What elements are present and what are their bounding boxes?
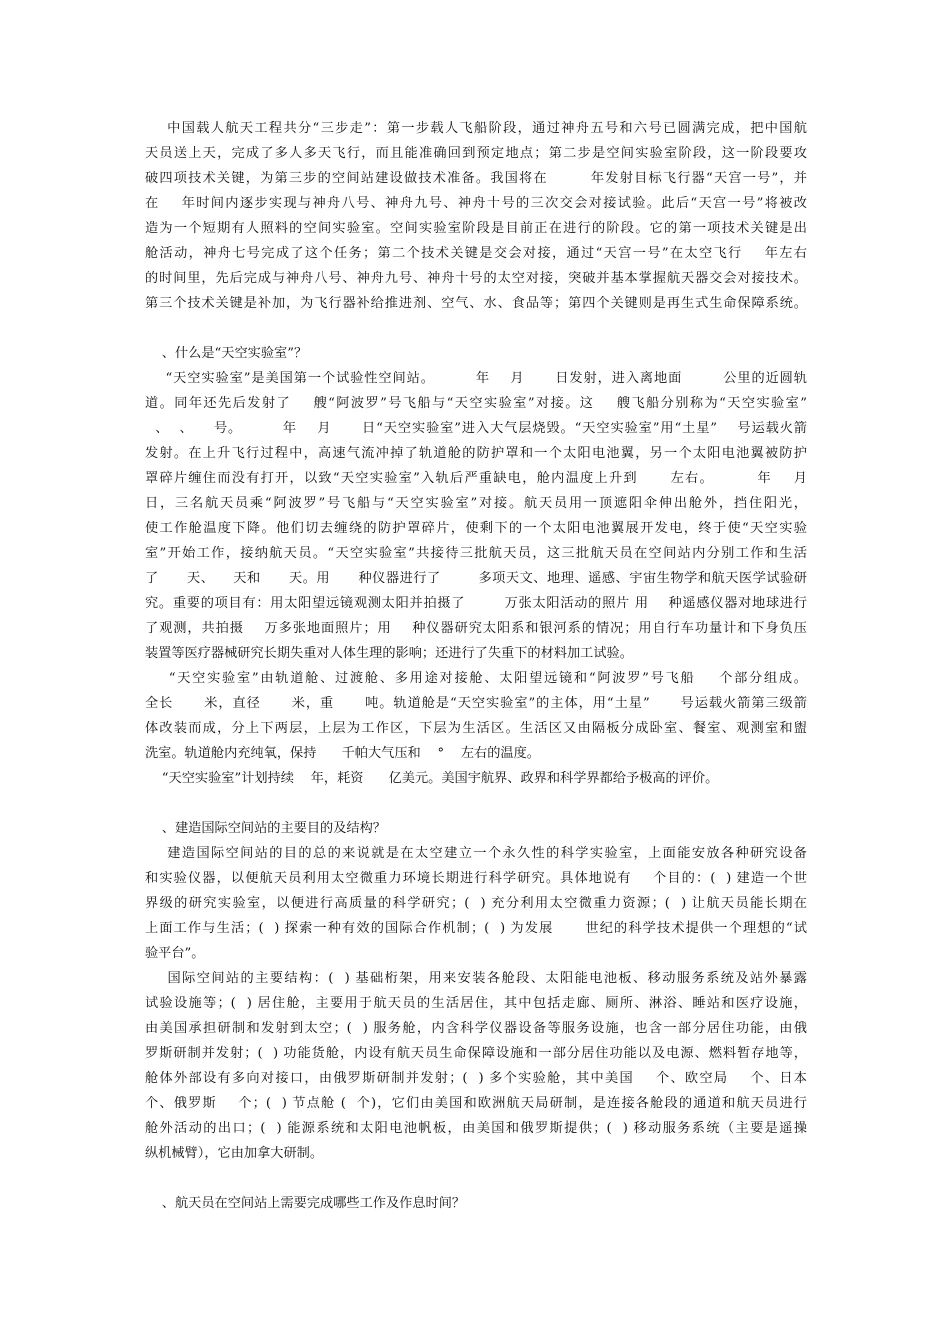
- section-heading-iss-purpose: 、建造国际空间站的主要目的及结构？: [145, 821, 386, 836]
- text-line: 纵机械臂），它由加拿大研制。: [145, 1146, 324, 1161]
- text-line: 国际空间站的主要结构：( ) 基础桁架，用来安装各舱段、太阳能电池板、移动服务系统及站外暴露: [145, 971, 807, 986]
- text-line: 和实验仪器，以便航天员利用太空微重力环境长期进行科学研究。具体地说有 个目的：( ) 建造一个世: [145, 871, 807, 886]
- text-line: 上面工作与生活；( ) 探索一种有效的国际合作机制；( ) 为发展 世纪的科学技术提供一个理想的“试: [145, 921, 807, 936]
- text-line: 建造国际空间站的目的总的来说就是在太空建立一个永久性的科学实验室，上面能安放各种研究设备: [145, 846, 807, 861]
- text-line: 试验设施等；( ) 居住舱，主要用于航天员的生活居住，其中包括走廊、厕所、淋浴、睡站和医疗设施，: [145, 996, 807, 1011]
- text-line: 室”开始工作，接纳航天员。“天空实验室”共接待三批航天员，这三批航天员在空间站内分别工作和生活: [145, 546, 807, 561]
- text-line: 舱活动，神舟七号完成了这个任务；第二个技术关键是交会对接，通过“天宫一号”在太空飞行 年左右: [145, 246, 807, 261]
- text-line: 由美国承担研制和发射到太空；( ) 服务舱，内含科学仪器设备等服务设施，也含一部分居住功能，由俄: [145, 1021, 807, 1036]
- text-line: “天空实验室”由轨道舱、过渡舱、多用途对接舱、太阳望远镜和“阿波罗”号飞船 个部分组成。: [145, 671, 807, 686]
- section-heading-astronaut-work: 、航天员在空间站上需要完成哪些工作及作息时间？: [145, 1196, 466, 1211]
- text-line: 舱外活动的出口；( ) 能源系统和太阳电池帆板，由美国和俄罗斯提供；( ) 移动服务系统（主要是遥操: [145, 1121, 807, 1136]
- text-line: 洗室。轨道舱内充纯氧，保持 千帕大气压和 ° 左右的温度。: [145, 746, 540, 761]
- text-line: “天空实验室”是美国第一个试验性空间站。 年 月 日发射，进入离地面 公里的近圆轨: [145, 371, 807, 386]
- text-line: 使工作舱温度下降。他们切去缠绕的防护罩碎片，使剩下的一个太阳电池翼展开发电，终于使“天空实验: [145, 521, 807, 536]
- text-line: 体改装而成，分上下两层，上层为工作区，下层为生活区。生活区又由隔板分成卧室、餐室、观测室和盥: [145, 721, 807, 736]
- text-line: 中国载人航天工程共分“三步走”：第一步载人飞船阶段，通过神舟五号和六号已圆满完成，把中国航: [145, 121, 807, 136]
- section-heading-skylab: 、什么是“天空实验室”？: [145, 346, 308, 361]
- text-line: 究。重要的项目有：用太阳望远镜观测太阳并拍摄了 万张太阳活动的照片 用 种遥感仪器对地球进行: [145, 596, 807, 611]
- text-line: 天员送上天，完成了多人多天飞行，而且能准确回到预定地点；第二步是空间实验室阶段，这一阶段要攻: [145, 146, 807, 161]
- text-line: 在 年时间内逐步实现与神舟八号、神舟九号、神舟十号的三次交会对接试验。此后“天宫一号”将被改: [145, 196, 807, 211]
- text-line: 破四项技术关键，为第三步的空间站建设做技术准备。我国将在 年发射目标飞行器“天宫一号”，并: [145, 171, 807, 186]
- text-line: 罗斯研制并发射；( ) 功能货舱，内设有航天员生命保障设施和一部分居住功能以及电源、燃料暂存地等，: [145, 1046, 807, 1061]
- text-line: 罩碎片缠住而没有打开，以致“天空实验室”入轨后严重缺电，舱内温度上升到 左右。 年 月: [145, 471, 807, 486]
- text-line: 全长 米，直径 米，重 吨。轨道舱是“天空实验室”的主体，用“土星” 号运载火箭第三级箭: [145, 696, 807, 711]
- text-line: 第三个技术关键是补加，为飞行器补给推进剂、空气、水、食品等；第四个关键则是再生式生命保障系统。: [145, 296, 807, 311]
- text-line: 发射。在上升飞行过程中，高速气流冲掉了轨道舱的防护罩和一个太阳电池翼，另一个太阳电池翼被防护: [145, 446, 807, 461]
- text-line: “天空实验室”计划持续 年，耗资 亿美元。美国宇航界、政界和科学界都给予极高的评价。: [145, 771, 719, 786]
- text-line: 道。同年还先后发射了 艘“阿波罗”号飞船与“天空实验室”对接。这 艘飞船分别称为“天空实验室”: [145, 396, 807, 411]
- text-line: 的时间里，先后完成与神舟八号、神舟九号、神舟十号的太空对接，突破并基本掌握航天器交会对接技术。: [145, 271, 807, 286]
- text-line: 了观测，共拍摄 万多张地面照片；用 种仪器研究太阳系和银河系的情况；用自行车功量计和下身负压: [145, 621, 807, 636]
- text-line: 装置等医疗器械研究长期失重对人体生理的影响；还进行了失重下的材料加工试验。: [145, 646, 633, 661]
- text-line: 舱体外部设有多向对接口，由俄罗斯研制并发射；( ) 多个实验舱，其中美国 个、欧空局 个、日本: [145, 1071, 807, 1086]
- text-line: 日，三名航天员乘“阿波罗”号飞船与“天空实验室”对接。航天员用一顶遮阳伞伸出舱外，挡住阳光，: [145, 496, 807, 511]
- text-line: 界级的研究实验室，以便进行高质量的科学研究；( ) 充分利用太空微重力资源；( ) 让航天员能长期在: [145, 896, 807, 911]
- text-line: 个、俄罗斯 个；( ) 节点舱 ( 个)，它们由美国和欧洲航天局研制，是连接各舱段的通道和航天员进行: [145, 1096, 807, 1111]
- text-line: 了 天、 天和 天。用 种仪器进行了 多项天文、地理、遥感、宇宙生物学和航天医学试验研: [145, 571, 807, 586]
- text-line: 验平台”。: [145, 946, 205, 961]
- text-line: 造为一个短期有人照料的空间实验室。空间实验室阶段是目前正在进行的阶段。它的第一项技术关键是出: [145, 221, 807, 236]
- text-line: 、 、 号。 年 月 日“天空实验室”进入大气层烧毁。“天空实验室”用“土星” 号运载火箭: [145, 421, 807, 436]
